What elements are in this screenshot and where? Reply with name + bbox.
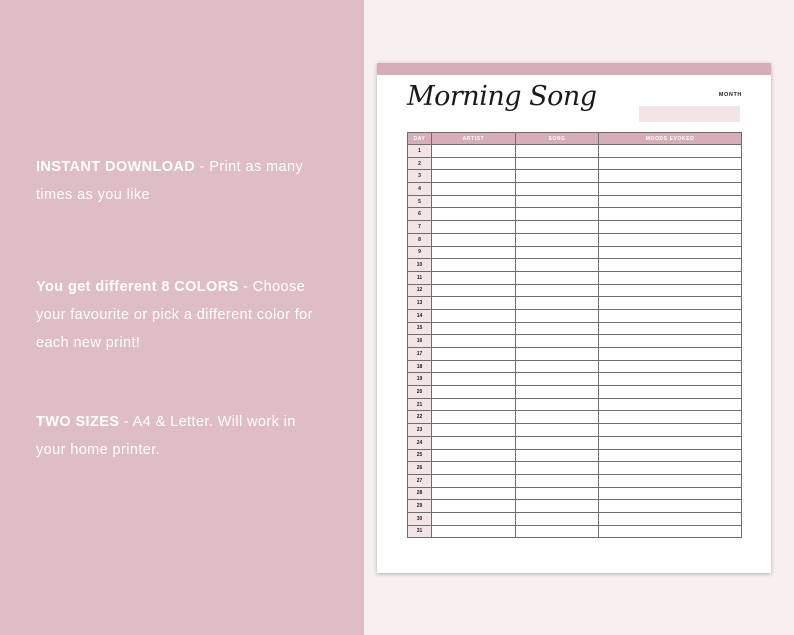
table-row bbox=[408, 221, 742, 234]
table-row bbox=[408, 322, 742, 335]
artist-cell bbox=[432, 322, 516, 335]
moods-cell bbox=[599, 233, 742, 246]
moods-cell bbox=[599, 348, 742, 361]
table-row bbox=[408, 525, 742, 538]
song-cell bbox=[516, 335, 599, 348]
song-cell bbox=[516, 424, 599, 437]
table-row bbox=[408, 233, 742, 246]
song-cell bbox=[516, 297, 599, 310]
table-row bbox=[408, 195, 742, 208]
song-cell bbox=[516, 487, 599, 500]
table-row bbox=[408, 411, 742, 424]
moods-cell bbox=[599, 386, 742, 399]
song-cell bbox=[516, 246, 599, 259]
artist-cell bbox=[432, 195, 516, 208]
feature-text: - Choose your favourite or pick a different color for each new print! bbox=[36, 279, 313, 351]
song-cell bbox=[516, 348, 599, 361]
song-cell bbox=[516, 259, 599, 272]
moods-cell bbox=[599, 208, 742, 221]
table-row bbox=[408, 284, 742, 297]
left-info-panel bbox=[0, 0, 364, 635]
day-number: 27 bbox=[408, 474, 432, 487]
moods-cell bbox=[599, 512, 742, 525]
song-cell bbox=[516, 183, 599, 196]
table-row bbox=[408, 398, 742, 411]
song-cell bbox=[516, 386, 599, 399]
moods-cell bbox=[599, 297, 742, 310]
table-row bbox=[408, 487, 742, 500]
table-row bbox=[408, 449, 742, 462]
day-number: 2 bbox=[408, 157, 432, 170]
day-number: 9 bbox=[408, 246, 432, 259]
day-number: 22 bbox=[408, 411, 432, 424]
table-row bbox=[408, 309, 742, 322]
artist-cell bbox=[432, 525, 516, 538]
moods-cell bbox=[599, 309, 742, 322]
day-number: 19 bbox=[408, 373, 432, 386]
day-number: 31 bbox=[408, 525, 432, 538]
moods-cell bbox=[599, 335, 742, 348]
feature-sizes bbox=[36, 408, 326, 464]
artist-cell bbox=[432, 512, 516, 525]
song-cell bbox=[516, 208, 599, 221]
table-row bbox=[408, 259, 742, 272]
table-row bbox=[408, 373, 742, 386]
day-number: 29 bbox=[408, 500, 432, 513]
month-label: MONTH bbox=[718, 92, 742, 98]
day-number: 12 bbox=[408, 284, 432, 297]
song-cell bbox=[516, 233, 599, 246]
column-header-day: DAY bbox=[408, 133, 432, 145]
sheet-top-band bbox=[377, 63, 771, 75]
artist-cell bbox=[432, 208, 516, 221]
artist-cell bbox=[432, 360, 516, 373]
moods-cell bbox=[599, 221, 742, 234]
table-row bbox=[408, 360, 742, 373]
song-cell bbox=[516, 145, 599, 158]
day-number: 18 bbox=[408, 360, 432, 373]
song-cell bbox=[516, 462, 599, 475]
table-row bbox=[408, 183, 742, 196]
table-row bbox=[408, 348, 742, 361]
moods-cell bbox=[599, 373, 742, 386]
feature-instant-download bbox=[36, 153, 326, 209]
day-number: 1 bbox=[408, 145, 432, 158]
month-field bbox=[639, 106, 740, 122]
artist-cell bbox=[432, 233, 516, 246]
day-number: 14 bbox=[408, 309, 432, 322]
day-number: 17 bbox=[408, 348, 432, 361]
artist-cell bbox=[432, 500, 516, 513]
moods-cell bbox=[599, 500, 742, 513]
day-number: 15 bbox=[408, 322, 432, 335]
feature-text: - Print as many times as you like bbox=[36, 159, 304, 203]
moods-cell bbox=[599, 183, 742, 196]
day-number: 25 bbox=[408, 449, 432, 462]
artist-cell bbox=[432, 373, 516, 386]
table-row bbox=[408, 424, 742, 437]
day-number: 24 bbox=[408, 436, 432, 449]
artist-cell bbox=[432, 424, 516, 437]
song-cell bbox=[516, 474, 599, 487]
day-number: 11 bbox=[408, 271, 432, 284]
song-cell bbox=[516, 309, 599, 322]
song-cell bbox=[516, 373, 599, 386]
artist-cell bbox=[432, 386, 516, 399]
feature-colors bbox=[36, 273, 326, 357]
moods-cell bbox=[599, 246, 742, 259]
artist-cell bbox=[432, 145, 516, 158]
day-number: 10 bbox=[408, 259, 432, 272]
table-row bbox=[408, 208, 742, 221]
moods-cell bbox=[599, 449, 742, 462]
moods-cell bbox=[599, 436, 742, 449]
table-row bbox=[408, 297, 742, 310]
moods-cell bbox=[599, 259, 742, 272]
song-cell bbox=[516, 284, 599, 297]
day-number: 13 bbox=[408, 297, 432, 310]
column-header-artist: ARTIST bbox=[432, 133, 516, 145]
table-row bbox=[408, 170, 742, 183]
song-cell bbox=[516, 195, 599, 208]
song-cell bbox=[516, 271, 599, 284]
day-number: 23 bbox=[408, 424, 432, 437]
table-row bbox=[408, 474, 742, 487]
song-cell bbox=[516, 221, 599, 234]
song-cell bbox=[516, 436, 599, 449]
song-cell bbox=[516, 157, 599, 170]
song-cell bbox=[516, 525, 599, 538]
artist-cell bbox=[432, 335, 516, 348]
moods-cell bbox=[599, 170, 742, 183]
moods-cell bbox=[599, 157, 742, 170]
table-row bbox=[408, 145, 742, 158]
moods-cell bbox=[599, 360, 742, 373]
artist-cell bbox=[432, 449, 516, 462]
table-row bbox=[408, 157, 742, 170]
table-row bbox=[408, 500, 742, 513]
table-row bbox=[408, 335, 742, 348]
moods-cell bbox=[599, 145, 742, 158]
feature-title: You get different 8 COLORS bbox=[36, 279, 239, 295]
day-number: 7 bbox=[408, 221, 432, 234]
moods-cell bbox=[599, 195, 742, 208]
artist-cell bbox=[432, 462, 516, 475]
artist-cell bbox=[432, 436, 516, 449]
table-row bbox=[408, 246, 742, 259]
day-number: 16 bbox=[408, 335, 432, 348]
table-row bbox=[408, 512, 742, 525]
artist-cell bbox=[432, 246, 516, 259]
column-header-song: SONG bbox=[516, 133, 599, 145]
artist-cell bbox=[432, 348, 516, 361]
moods-cell bbox=[599, 284, 742, 297]
song-cell bbox=[516, 500, 599, 513]
moods-cell bbox=[599, 271, 742, 284]
artist-cell bbox=[432, 271, 516, 284]
song-cell bbox=[516, 170, 599, 183]
feature-title: INSTANT DOWNLOAD bbox=[36, 159, 196, 175]
artist-cell bbox=[432, 157, 516, 170]
table-row bbox=[408, 271, 742, 284]
day-number: 21 bbox=[408, 398, 432, 411]
day-number: 5 bbox=[408, 195, 432, 208]
artist-cell bbox=[432, 284, 516, 297]
feature-text: - A4 & Letter. Will work in your home printer. bbox=[36, 414, 296, 458]
feature-title: TWO SIZES bbox=[36, 414, 120, 430]
table-body bbox=[408, 145, 742, 538]
day-number: 4 bbox=[408, 183, 432, 196]
song-cell bbox=[516, 398, 599, 411]
day-number: 8 bbox=[408, 233, 432, 246]
day-number: 26 bbox=[408, 462, 432, 475]
day-number: 6 bbox=[408, 208, 432, 221]
moods-cell bbox=[599, 462, 742, 475]
table-row bbox=[408, 462, 742, 475]
artist-cell bbox=[432, 297, 516, 310]
day-number: 3 bbox=[408, 170, 432, 183]
song-cell bbox=[516, 512, 599, 525]
artist-cell bbox=[432, 398, 516, 411]
moods-cell bbox=[599, 525, 742, 538]
moods-cell bbox=[599, 487, 742, 500]
day-number: 28 bbox=[408, 487, 432, 500]
table-row bbox=[408, 386, 742, 399]
artist-cell bbox=[432, 221, 516, 234]
song-cell bbox=[516, 411, 599, 424]
moods-cell bbox=[599, 424, 742, 437]
moods-cell bbox=[599, 398, 742, 411]
table-header-row bbox=[408, 133, 742, 145]
moods-cell bbox=[599, 474, 742, 487]
artist-cell bbox=[432, 170, 516, 183]
artist-cell bbox=[432, 487, 516, 500]
moods-cell bbox=[599, 322, 742, 335]
column-header-moods: MOODS EVOKED bbox=[599, 133, 742, 145]
artist-cell bbox=[432, 474, 516, 487]
moods-cell bbox=[599, 411, 742, 424]
sheet-title: Morning Song bbox=[407, 81, 597, 112]
song-cell bbox=[516, 360, 599, 373]
day-number: 20 bbox=[408, 386, 432, 399]
day-number: 30 bbox=[408, 512, 432, 525]
song-log-table bbox=[407, 132, 742, 538]
artist-cell bbox=[432, 183, 516, 196]
artist-cell bbox=[432, 259, 516, 272]
table-row bbox=[408, 436, 742, 449]
artist-cell bbox=[432, 411, 516, 424]
artist-cell bbox=[432, 309, 516, 322]
song-cell bbox=[516, 322, 599, 335]
song-cell bbox=[516, 449, 599, 462]
planner-sheet-preview bbox=[377, 63, 771, 573]
